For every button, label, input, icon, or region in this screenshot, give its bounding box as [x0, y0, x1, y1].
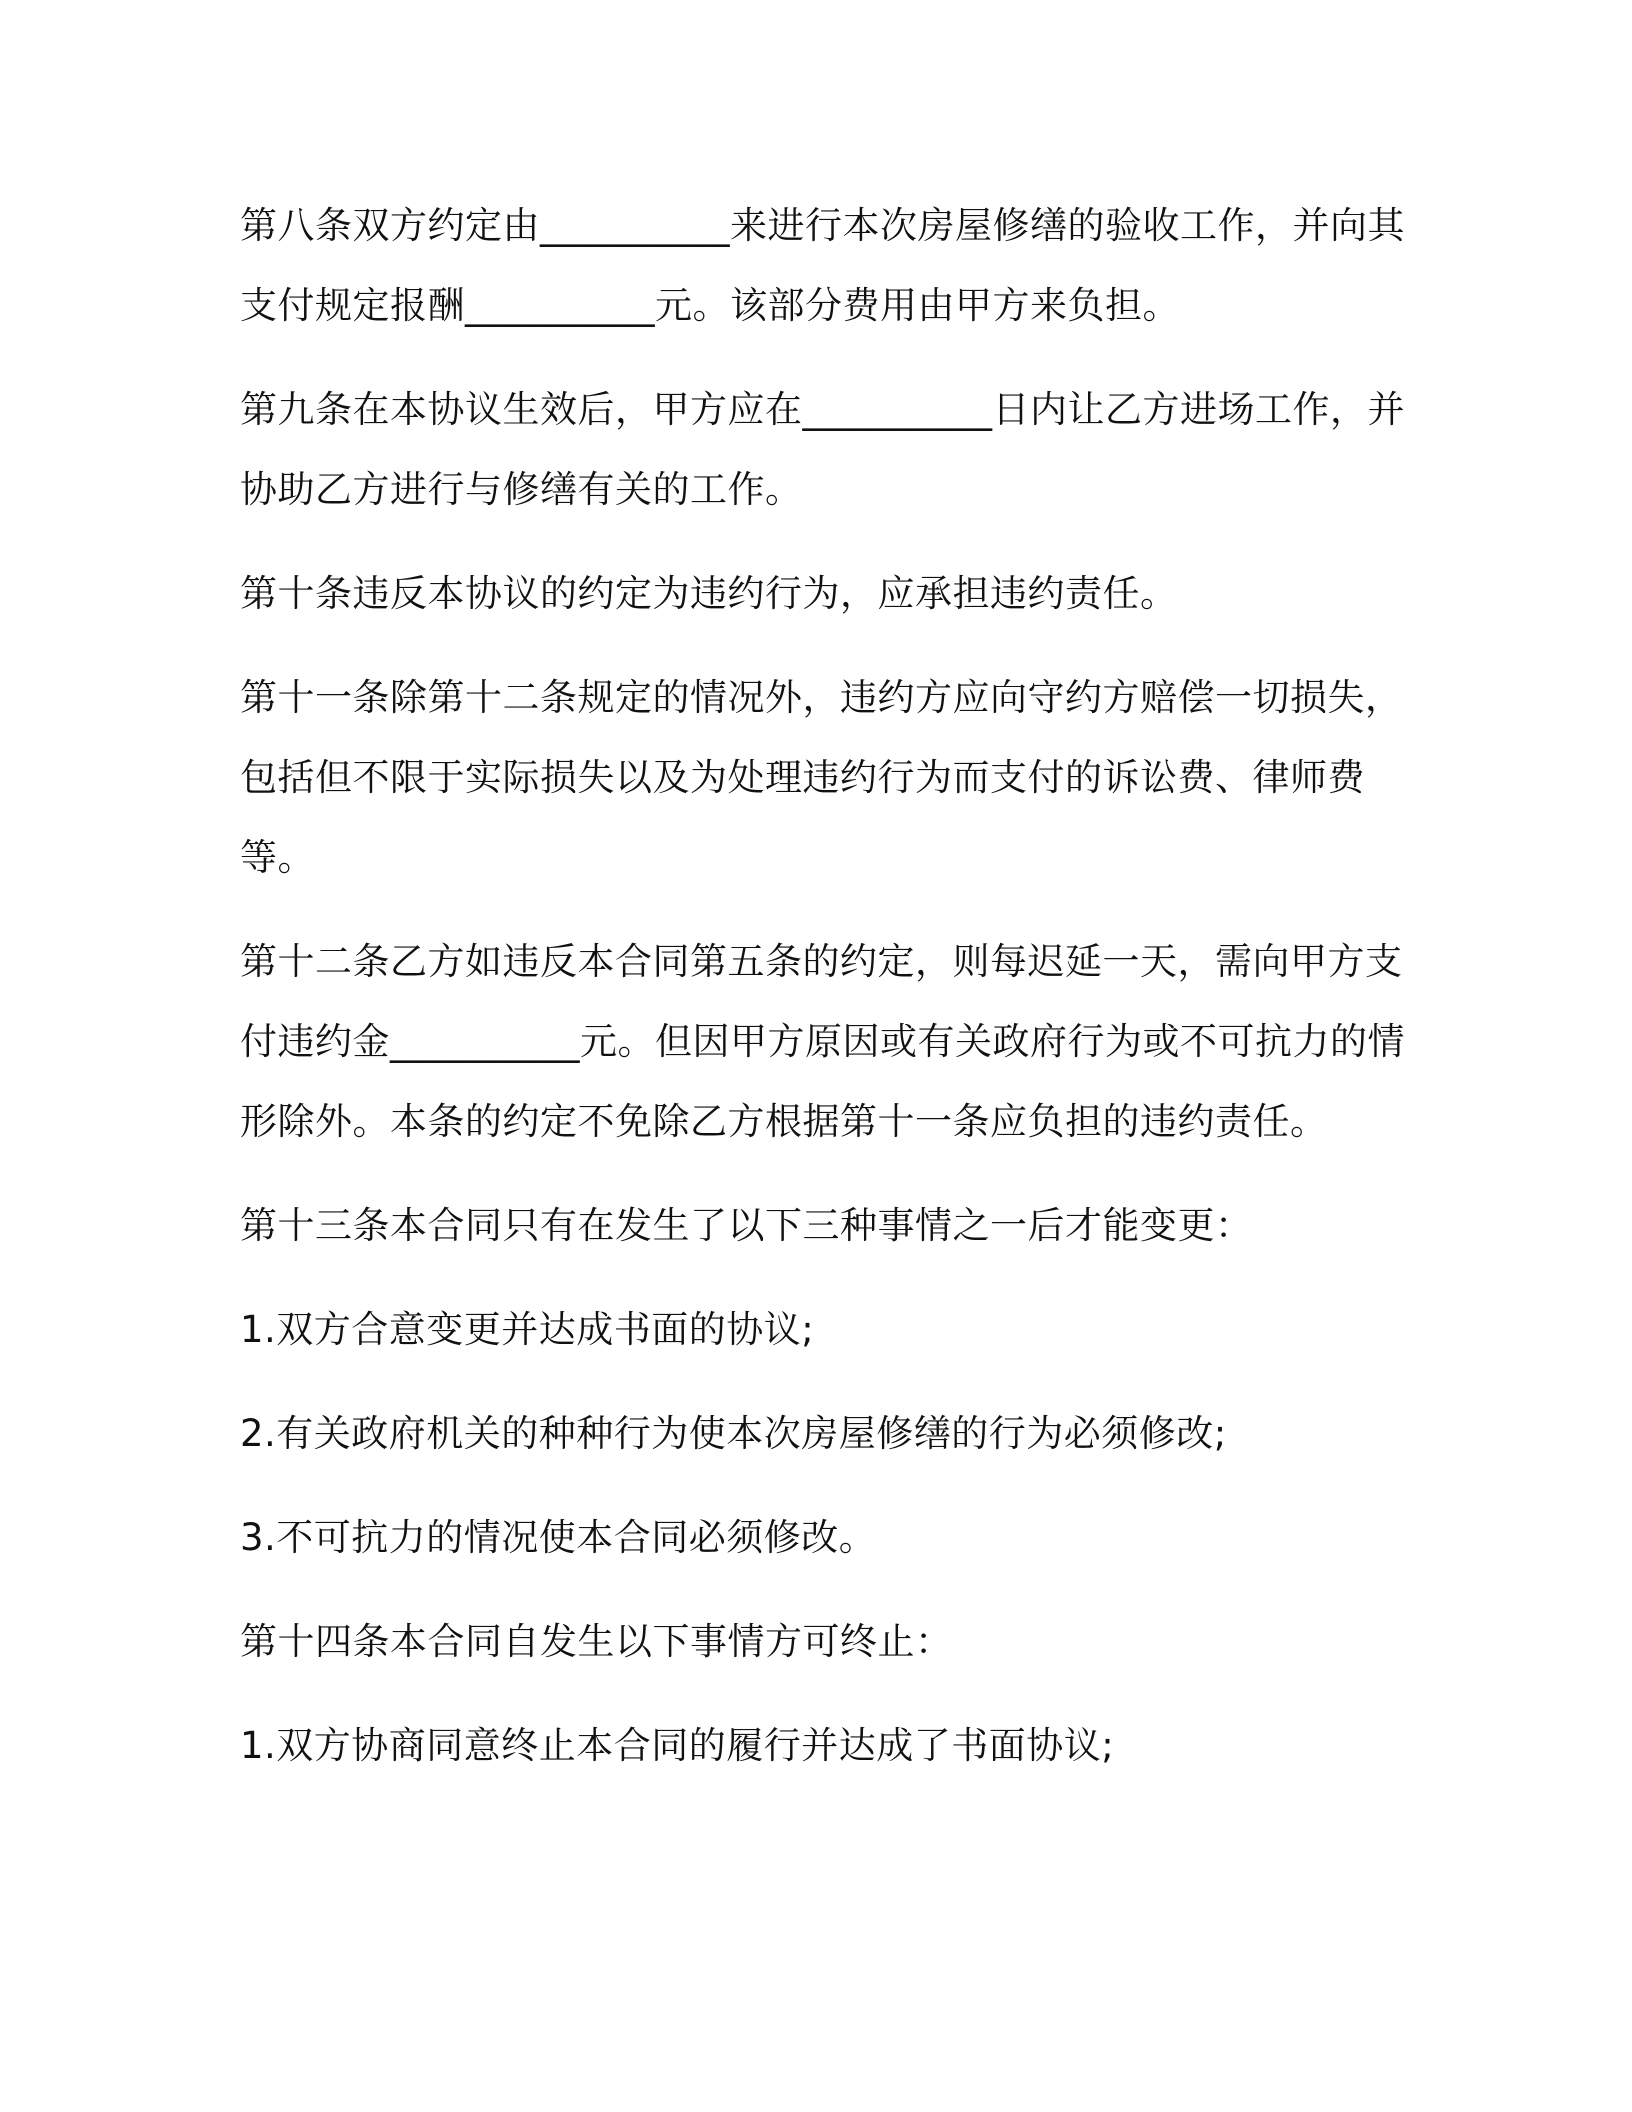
clause-14-item-1: 1.双方协商同意终止本合同的履行并达成了书面协议;	[240, 1724, 1115, 1767]
clause-13: 第十三条本合同只有在发生了以下三种事情之一后才能变更：	[240, 1204, 1253, 1247]
clause-13-item-2: 2.有关政府机关的种种行为使本次房屋修缮的行为必须修改;	[240, 1412, 1227, 1455]
clause-13-item-3: 3.不可抗力的情况使本合同必须修改。	[240, 1516, 877, 1559]
clause-12: 第十二条乙方如违反本合同第五条的约定，则每迟延一天，需向甲方支付违约金__________元。但因甲方原因或有关政府行为或不可抗力的情形除外。本条的约定不免除乙方根据第十一条应负担的违约责任。	[240, 940, 1405, 1143]
clause-13-item-1: 1.双方合意变更并达成书面的协议;	[240, 1308, 815, 1351]
clause-8: 第八条双方约定由__________来进行本次房屋修缮的验收工作，并向其支付规定报酬__________元。该部分费用由甲方来负担。	[240, 204, 1405, 327]
clause-11: 第十一条除第十二条规定的情况外，违约方应向守约方赔偿一切损失，包括但不限于实际损失以及为处理违约行为而支付的诉讼费、律师费等。	[240, 676, 1403, 879]
clause-10: 第十条违反本协议的约定为违约行为，应承担违约责任。	[240, 572, 1178, 615]
clause-14: 第十四条本合同自发生以下事情方可终止：	[240, 1620, 953, 1663]
clause-9: 第九条在本协议生效后，甲方应在__________日内让乙方进场工作，并协助乙方进行与修缮有关的工作。	[240, 388, 1405, 511]
document-body	[240, 186, 1410, 1810]
